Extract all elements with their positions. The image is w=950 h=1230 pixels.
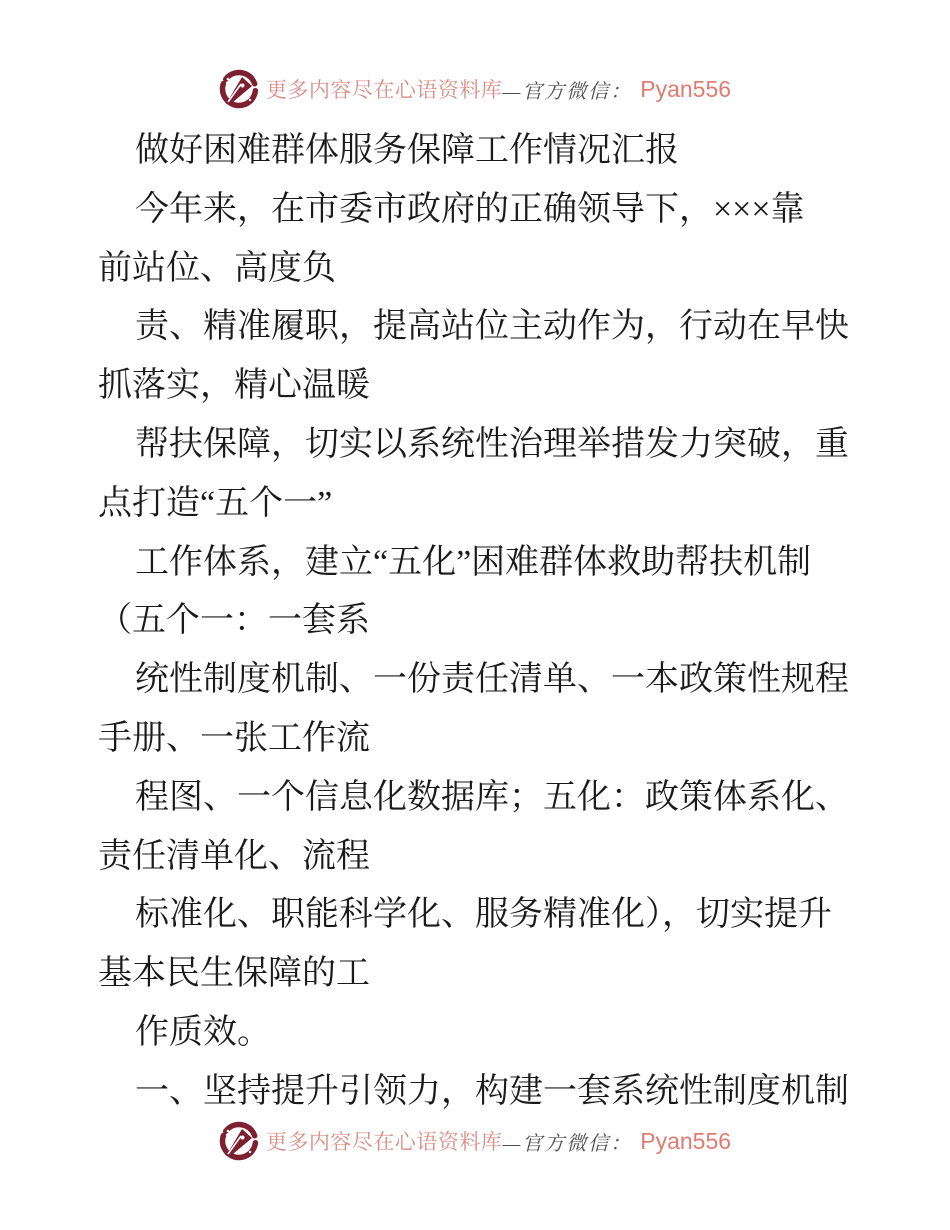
document-title: 做好困难群体服务保障工作情况汇报: [135, 132, 679, 169]
pen-nib-swirl-logo-icon: [219, 67, 259, 111]
document-body: [98, 122, 864, 1122]
document-line-4: 责、精准履职，提高站位主动作为，行动在早快: [135, 308, 849, 346]
footer-wechat-label: —官方微信：: [502, 1132, 633, 1155]
pen-nib-swirl-logo-icon: [219, 1119, 259, 1163]
document-line-9: （五个一：一套系: [98, 602, 370, 640]
document-line-17: 一、坚持提升引领力，构建一套系统性制度机制: [135, 1072, 849, 1110]
document-line-6: 帮扶保障，切实以系统性治理举措发力突破，重: [135, 425, 849, 463]
document-line-11: 手册、一张工作流: [98, 719, 370, 757]
footer-wechat-id: Pyan556: [640, 1127, 732, 1154]
header-wechat-label: —官方微信：: [502, 80, 633, 103]
document-line-16: 作质效。: [135, 1013, 271, 1051]
document-line-8: 工作体系，建立“五化”困难群体救助帮扶机制: [135, 543, 812, 581]
document-line-13: 责任清单化、流程: [98, 837, 370, 875]
document-line-7: 点打造“五个一”: [98, 484, 333, 522]
document-line-15: 基本民生保障的工: [98, 955, 370, 993]
footer-brandbar: [0, 1118, 950, 1164]
header-brandbar: [0, 66, 950, 112]
footer-brand-text: 更多内容尽在心语资料库: [265, 1130, 503, 1154]
document-line-5: 抓落实，精心温暖: [98, 367, 370, 405]
header-wechat-id: Pyan556: [640, 75, 732, 102]
document-line-14: 标准化、职能科学化、服务精准化），切实提升: [135, 896, 832, 934]
header-brand-text: 更多内容尽在心语资料库: [265, 78, 503, 102]
document-line-10: 统性制度机制、一份责任清单、一本政策性规程: [135, 661, 849, 699]
document-line-12: 程图、一个信息化数据库；五化：政策体系化、: [135, 778, 849, 816]
document-line-2: 今年来，在市委市政府的正确领导下，×××靠: [135, 190, 805, 228]
document-line-3: 前站位、高度负: [98, 249, 336, 287]
